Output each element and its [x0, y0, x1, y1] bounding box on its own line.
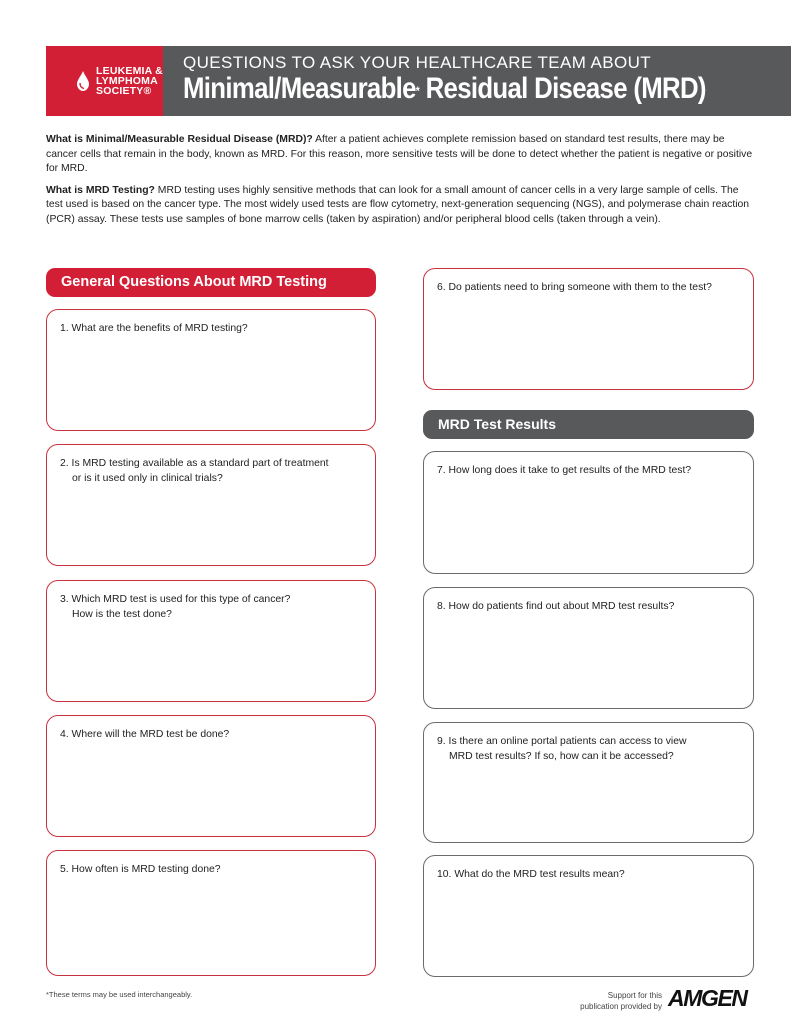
question-text-9: 9. Is there an online portal patients can access to view MRD test results? If so, how can it be accessed?	[437, 736, 687, 762]
question-text-3: 3. Which MRD test is used for this type of cancer? How is the test done?	[60, 594, 291, 620]
amgen-logo: AMGEN	[668, 985, 747, 1011]
page-header	[46, 46, 754, 116]
footnote: *These terms may be used interchangeably.	[46, 990, 193, 999]
intro-paragraph-2	[46, 184, 756, 228]
logo-line-3: SOCIETY®	[96, 85, 152, 97]
intro-paragraph-1	[46, 133, 756, 177]
question-box-2[interactable]	[46, 444, 376, 566]
question-box-9[interactable]	[423, 722, 754, 843]
question-text-4: 4. Where will the MRD test be done?	[60, 729, 230, 740]
question-text-8: 8. How do patients find out about MRD test results?	[437, 601, 675, 612]
intro-answer-2: MRD testing uses highly sensitive methods that can look for a small amount of cancer cells in a very large sample of cells. The test used is based on the cancer type. The most widely used tests are flow cytometry, next-generation sequencing (NGS), and polymerase chain reaction (PCR) assay. These tests use samples of bone marrow cells (taken by aspiration) and/or peripheral blood cells (taken through a vein).	[46, 184, 750, 225]
logo-text	[96, 66, 163, 96]
intro-answer-1: After a patient achieves complete remission based on standard test results, there may be cancer cells that remain in the body, known as MRD. For this reason, more sensitive tests will be done to detect whether the patient is negative or positive for MRD.	[46, 134, 753, 175]
title-asterisk: *	[415, 84, 420, 98]
title-part-a: Minimal/Measurable	[182, 72, 416, 105]
question-box-1[interactable]	[46, 309, 376, 431]
question-box-7[interactable]	[423, 451, 754, 574]
lls-logo	[46, 46, 163, 116]
support-line-1: Support for this	[607, 991, 662, 1000]
logo-line-2: LYMPHOMA	[96, 75, 158, 87]
support-credit	[562, 990, 662, 1012]
drop-icon	[76, 71, 90, 91]
question-text-1: 1. What are the benefits of MRD testing?	[60, 323, 248, 334]
page-title	[183, 72, 706, 106]
intro-question-1: What is Minimal/Measurable Residual Disease (MRD)?	[46, 134, 313, 145]
question-box-4[interactable]	[46, 715, 376, 837]
question-box-10[interactable]	[423, 855, 754, 977]
section-general-heading: General Questions About MRD Testing	[46, 268, 376, 297]
question-text-7: 7. How long does it take to get results of the MRD test?	[437, 465, 692, 476]
question-box-6[interactable]	[423, 268, 754, 390]
question-text-10: 10. What do the MRD test results mean?	[437, 869, 625, 880]
title-part-b: Residual Disease (MRD)	[419, 72, 706, 105]
question-box-8[interactable]	[423, 587, 754, 709]
question-box-5[interactable]	[46, 850, 376, 976]
question-text-6: 6. Do patients need to bring someone with them to the test?	[437, 282, 712, 293]
intro-text	[46, 133, 756, 235]
support-line-2: publication provided by	[580, 1002, 662, 1011]
question-box-3[interactable]	[46, 580, 376, 702]
title-block	[163, 46, 791, 116]
question-text-2: 2. Is MRD testing available as a standard part of treatment or is it used only in clinical trials?	[60, 458, 329, 484]
logo-line-1: LEUKEMIA &	[96, 65, 163, 77]
question-text-5: 5. How often is MRD testing done?	[60, 864, 221, 875]
section-results-heading: MRD Test Results	[423, 410, 754, 439]
title-kicker: QUESTIONS TO ASK YOUR HEALTHCARE TEAM ABOUT	[182, 53, 652, 72]
intro-question-2: What is MRD Testing?	[46, 184, 155, 196]
